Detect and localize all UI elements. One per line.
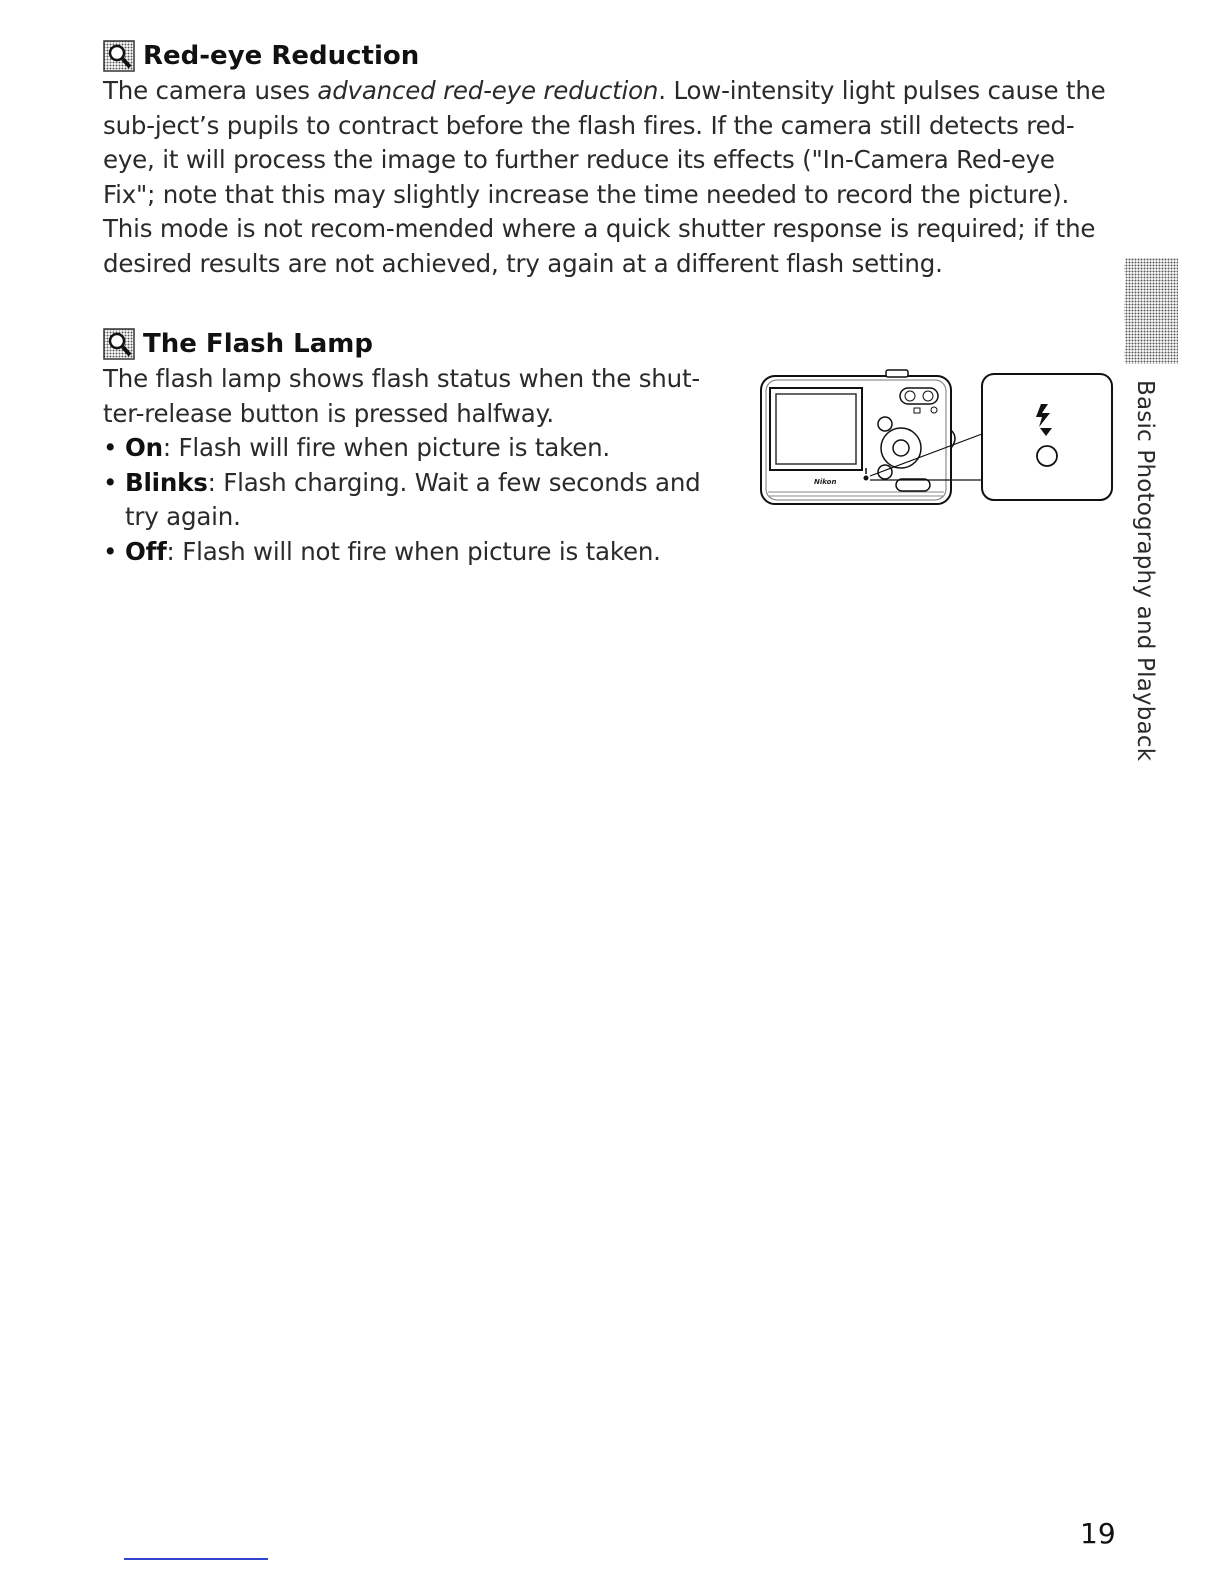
status-description: : Flash will fire when picture is taken. [162, 433, 610, 462]
red-eye-reduction-section [103, 38, 1113, 281]
paragraph-text-start: The camera uses [103, 76, 318, 105]
footer-rule [124, 1558, 268, 1560]
red-eye-reduction-title: Red-eye Reduction [143, 41, 420, 71]
camera-brand-label: Nikon [814, 478, 837, 486]
page-number: 19 [1080, 1517, 1116, 1550]
list-item [103, 431, 703, 466]
section-heading [103, 38, 1113, 74]
status-term-off: Off [125, 536, 167, 566]
camera-back-illustration [758, 368, 1116, 510]
status-term-on: On [125, 433, 163, 462]
note-magnifier-icon [103, 40, 135, 72]
status-description: : Flash charging. Wait a few seconds and try again. [125, 467, 701, 531]
chapter-tab-marker [1122, 258, 1178, 364]
chapter-side-label: Basic Photography and Playback [1132, 380, 1158, 762]
lamp-circle-icon [1037, 446, 1057, 466]
red-eye-reduction-paragraph [103, 74, 1113, 281]
flash-lamp-title: The Flash Lamp [143, 329, 374, 359]
flash-lamp-intro: The flash lamp shows flash status when the shut-ter-release button is pressed halfway. [103, 364, 700, 428]
paragraph-italic-term: advanced red-eye reduction [317, 76, 659, 105]
status-description: : Flash will not fire when picture is taken. [166, 536, 661, 566]
flash-lamp-section [103, 326, 703, 569]
paragraph-text-end: . Low-intensity light pulses cause the sub-ject’s pupils to contract before the flash fires. If the camera still detects red-eye, it will process the image to further reduce its effects ("In-Camera Red-eye Fix"; note that this may slightly increase the time needed to record the picture). This mode is not recom-mended where a quick shutter response is required; if the desired results are not achieved, try again at a different flash setting. [103, 76, 1106, 278]
status-term-blinks: Blinks [125, 467, 208, 497]
list-item [103, 466, 703, 535]
section-heading [103, 326, 703, 362]
flash-lamp-status-list [103, 431, 703, 569]
list-item [103, 535, 703, 570]
note-magnifier-icon [103, 328, 135, 360]
